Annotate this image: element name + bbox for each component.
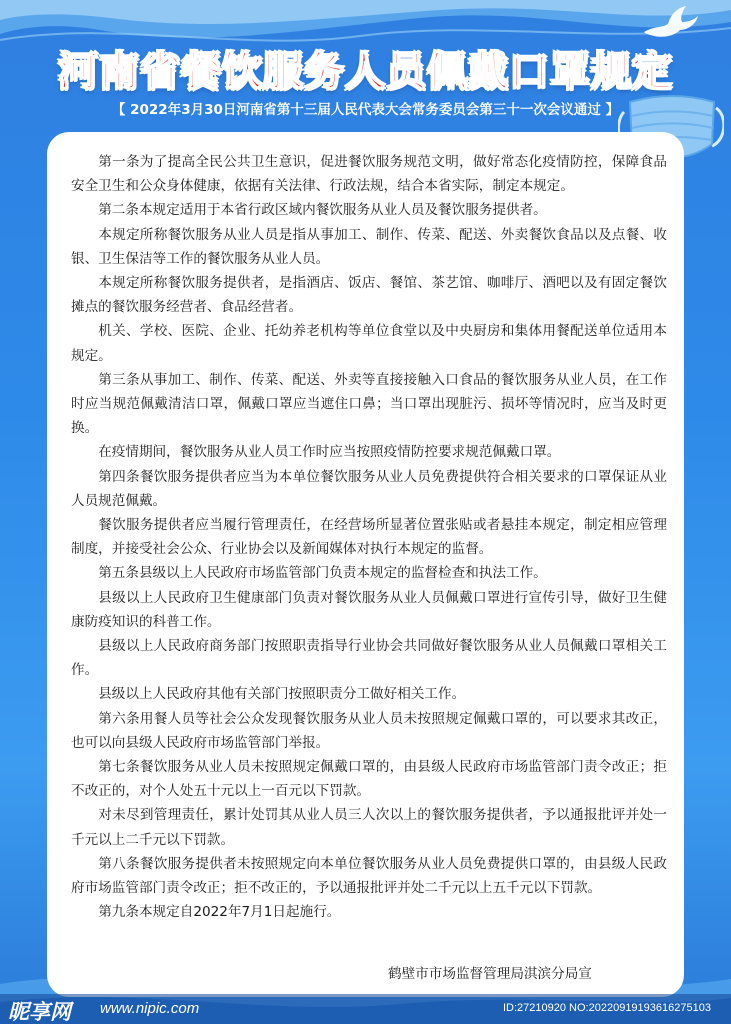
issuer-signature: 鹤壁市市场监督管理局淇滨分局宣 [388,966,592,982]
paragraph-article-7: 第七条餐饮服务从业人员未按照规定佩戴口罩的，由县级人民政府市场监管部门责令改正；拒不改正的，对个人处五十元以上一百元以下罚款。 [71,759,667,800]
paragraph: 县级以上人民政府商务部门按照职责指导行业协会共同做好餐饮服务从业人员佩戴口罩相关工作。 [71,638,667,679]
paragraph: 机关、学校、医院、企业、托幼养老机构等单位食堂以及中央厨房和集体用餐配送单位适用本规定。 [71,323,667,364]
paragraph: 在疫情期间，餐饮服务从业人员工作时应当按照疫情防控要求规范佩戴口罩。 [98,444,561,461]
paragraph: 本规定所称餐饮服务从业人员是指从事加工、制作、传菜、配送、外卖餐饮食品以及点餐、收银、卫生保洁等工作的餐饮服务从业人员。 [71,226,667,267]
poster-title: 河南省餐饮服务人员佩戴口罩规定 [58,49,673,95]
paragraph-article-9: 第九条本规定自2022年7月1日起施行。 [98,904,341,921]
paragraph-article-6: 第六条用餐人员等社会公众发现餐饮服务从业人员未按照规定佩戴口罩的，可以要求其改正，也可以向县级人民政府市场监管部门举报。 [71,710,667,751]
poster-subtitle: 【 2022年3月30日河南省第十三届人民代表大会常务委员会第三十一次会议通过 】 [111,102,620,118]
regulation-text [71,150,667,925]
paragraph-article-1: 第一条为了提高全民公共卫生意识，促进餐饮服务规范文明，做好常态化疫情防控，保障食品安全卫生和公众身体健康，依据有关法律、行政法规，结合本省实际，制定本规定。 [71,154,667,195]
watermark-logo: 昵享网 [8,1000,71,1024]
watermark-url: www.nipic.com [100,1000,200,1017]
paragraph-article-4: 第四条餐饮服务提供者应当为本单位餐饮服务从业人员免费提供符合相关要求的口罩保证从业人员规范佩戴。 [71,468,667,509]
paragraph: 对未尽到管理责任，累计处罚其从业人员三人次以上的餐饮服务提供者，予以通报批评并处一千元以上二千元以下罚款。 [71,807,667,848]
watermark-id: ID:27210920 NO:20220919193616275103 [503,1002,711,1014]
paragraph: 本规定所称餐饮服务提供者，是指酒店、饭店、餐馆、茶艺馆、咖啡厅、酒吧以及有固定餐饮摊点的餐饮服务经营者、食品经营者。 [71,275,667,316]
paragraph-article-3: 第三条从事加工、制作、传菜、配送、外卖等直接接触入口食品的餐饮服务从业人员，在工作时应当规范佩戴清洁口罩，佩戴口罩应当遮住口鼻；当口罩出现脏污、损坏等情况时，应当及时更换。 [71,371,667,437]
paragraph-article-8: 第八条餐饮服务提供者未按照规定向本单位餐饮服务从业人员免费提供口罩的，由县级人民政府市场监管部门责令改正；拒不改正的，予以通报批评并处二千元以上五千元以下罚款。 [71,855,667,897]
paragraph: 县级以上人民政府其他有关部门按照职责分工做好相关工作。 [98,686,466,703]
paragraph-article-5: 第五条县级以上人民政府市场监管部门负责本规定的监督检查和执法工作。 [98,565,547,582]
paragraph: 县级以上人民政府卫生健康部门负责对餐饮服务从业人员佩戴口罩进行宣传引导，做好卫生健康防疫知识的科普工作。 [71,589,667,630]
dove-icon [640,4,700,44]
paragraph: 餐饮服务提供者应当履行管理责任，在经营场所显著位置张贴或者悬挂本规定，制定相应管理制度，并接受社会公众、行业协会以及新闻媒体对执行本规定的监督。 [71,517,667,558]
paragraph-article-2: 第二条本规定适用于本省行政区域内餐饮服务从业人员及餐饮服务提供者。 [98,202,547,219]
